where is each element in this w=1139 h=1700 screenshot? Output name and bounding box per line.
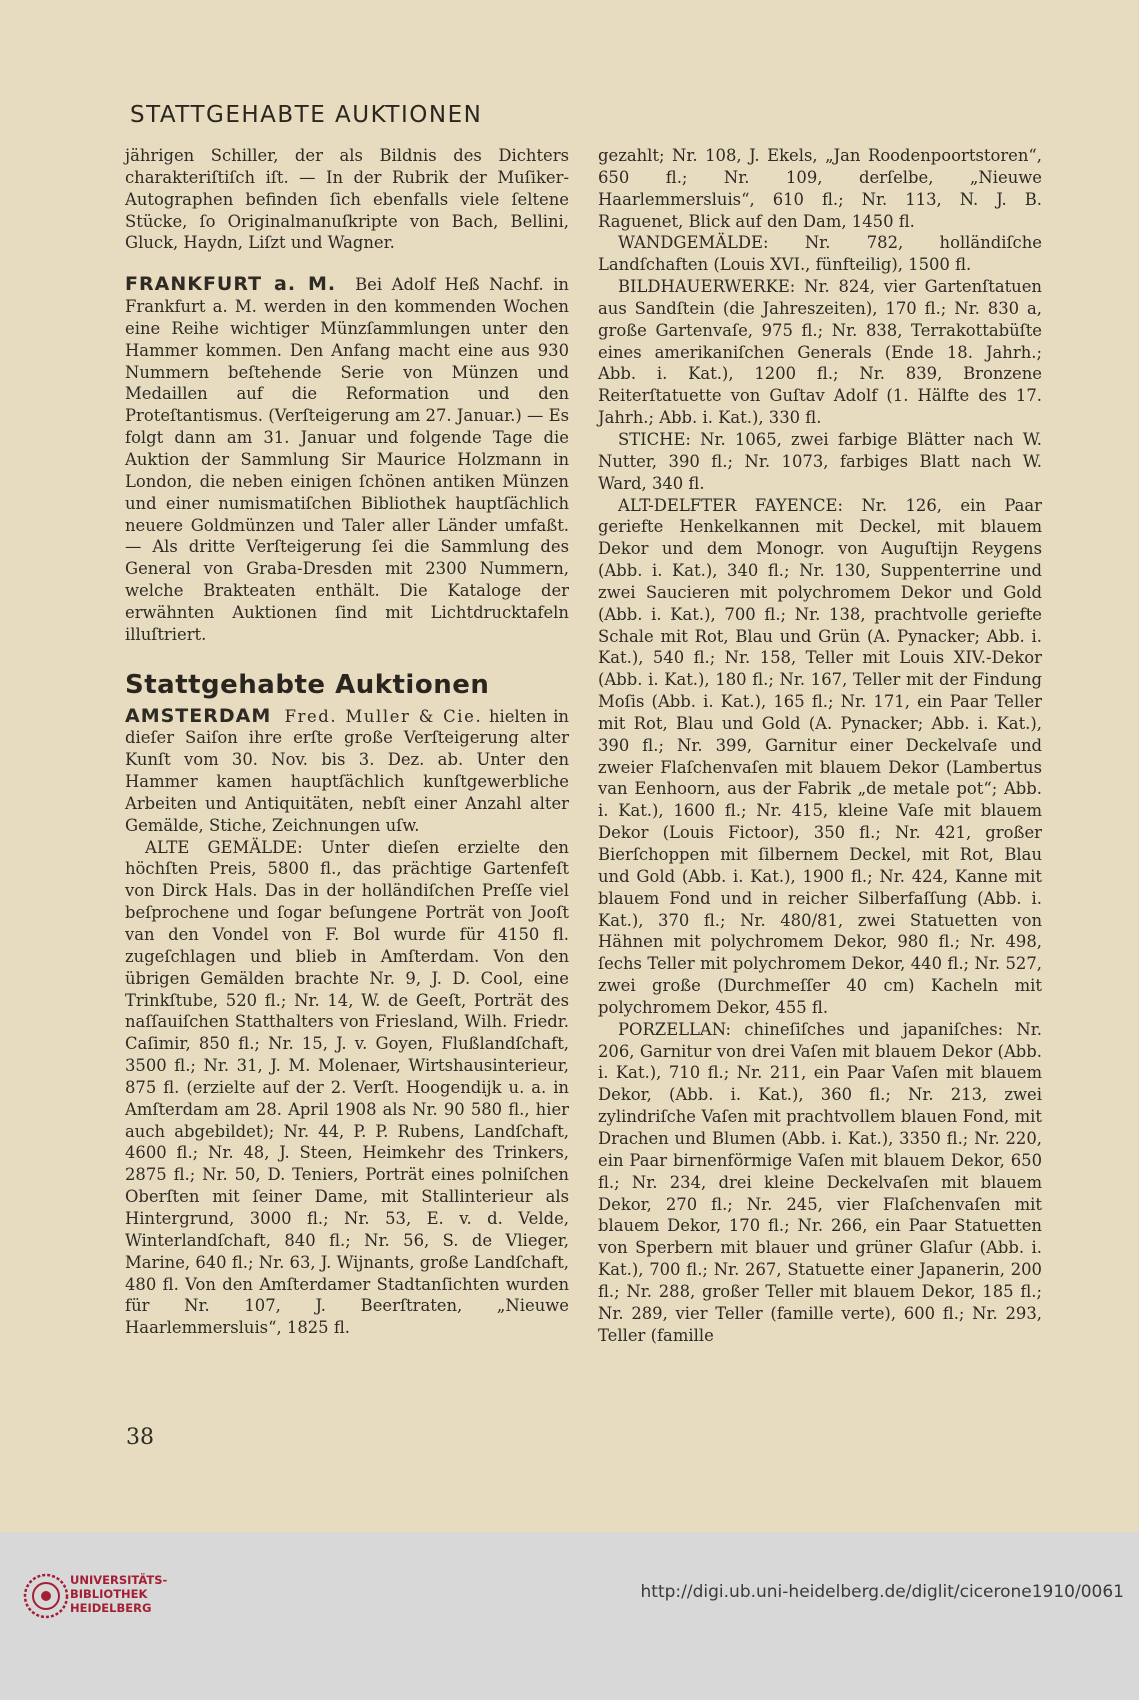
amsterdam-firm: Fred. Muller & Cie. (284, 706, 483, 726)
university-seal-icon (22, 1572, 70, 1620)
right-column (598, 145, 1042, 1346)
frankfurt-heading: FRANKFURT a. M. (125, 273, 337, 296)
library-name-line-3: HEIDELBERG (70, 1601, 152, 1615)
intro-paragraph: jährigen Schiller, der als Bildnis des Dichters charakteriſtiſch iſt. — In der Rubrik der Muſiker-Autographen befinden ſich ebenfalls viele ſeltene Stücke, ſo Originalmanuſkripte von Bach, Bellini, Gluck, Haydn, Liſzt und Wagner. (125, 146, 569, 253)
frankfurt-paragraph (125, 274, 569, 645)
section-title: Stattgehabte Auktionen (125, 669, 490, 700)
gemaelde-paragraph: ALTE GEMÄLDE: Unter dieſen erzielte den höchſten Preis, 5800 fl., das prächtige Gartenfeſt von Dirck Hals. Das in der holländiſchen Preſſe viel beſprochene und ſogar beſungene Porträt von Jooſt van den Vondel von F. Bol wurde für 4150 fl. zugeſchlagen und blieb in Amſterdam. Von den übrigen Gemälden brachte Nr. 9, J. D. Cool, eine Trinkſtube, 520 fl.; Nr. 14, W. de Geeſt, Porträt des naſſauiſchen Statthalters von Friesland, Wilh. Friedr. Caſimir, 850 fl.; Nr. 15, J. v. Goyen, Flußlandſchaft, 3500 fl.; Nr. 31, J. M. Molenaer, Wirtshausinterieur, 875 fl. (erzielte auf der 2. Verſt. Hoogendijk u. a. in Amſterdam am 28. April 1908 als Nr. 90 580 fl., hier auch abgebildet); Nr. 44, P. P. Rubens, Landſchaft, 4600 fl.; Nr. 48, J. Steen, Heimkehr des Trinkers, 2875 fl.; Nr. 50, D. Teniers, Porträt eines polniſchen Oberſten mit ſeiner Dame, mit Stallinterieur als Hintergrund, 3000 fl.; Nr. 53, E. v. d. Velde, Winterlandſchaft, 840 fl.; Nr. 56, S. de Vlieger, Marine, 640 fl.; Nr. 63, J. Wijnants, große Landſchaft, 480 fl. Von den Amſterdamer Stadtanſichten wurden für Nr. 107, J. Beerſtraten, „Nieuwe Haarlemmersluis“, 1825 fl. (125, 837, 569, 1338)
fayence-paragraph: ALT-DELFTER FAYENCE: Nr. 126, ein Paar geriefte Henkelkannen mit Deckel, mit blauem Dekor und dem Monogr. von Auguſtijn Reygens (Abb. i. Kat.), 340 fl.; Nr. 130, Suppenterrine und zwei Saucieren mit polychromem Dekor und Gold (Abb. i. Kat.), 700 fl.; Nr. 138, prachtvolle geriefte Schale mit Rot, Blau und Grün (A. Pynacker; Abb. i. Kat.), 540 fl.; Nr. 158, Teller mit Louis XIV.-Dekor (Abb. i. Kat.), 180 fl.; Nr. 167, Teller mit der Findung Moſis (Abb. i. Kat.), 165 fl.; Nr. 171, ein Paar Teller mit Rot, Blau und Gold (A. Pynacker; Abb. i. Kat.), 390 fl.; Nr. 399, Garnitur einer Deckelvaſe und zweier Flaſchenvaſen mit blauem Dekor (Lambertus van Eenhoorn, aus der Fabrik „de metale pot“; Abb. i. Kat.), 1600 fl.; Nr. 415, kleine Vaſe mit blauem Dekor (Louis Fictoor), 350 fl.; Nr. 421, großer Bierſchoppen mit ſilbernem Deckel, mit Rot, Blau und Gold (Abb. i. Kat.), 1900 fl.; Nr. 424, Kanne mit blauem Fond und in reicher Silberfaſſung (Abb. i. Kat.), 370 fl.; Nr. 480/81, zwei Statuetten von Hähnen mit polychromem Dekor, 980 fl.; Nr. 498, ſechs Teller mit polychromem Dekor, 440 fl.; Nr. 527, zwei große (Durchmeſſer 40 cm) Kacheln mit polychromem Dekor, 455 fl. (598, 495, 1042, 1017)
page-number: 38 (126, 1425, 154, 1450)
wandgemaelde-paragraph: WANDGEMÄLDE: Nr. 782, holländiſche Landſchaften (Louis XVI., fünfteilig), 1500 fl. (598, 233, 1042, 275)
library-footer (0, 1532, 1139, 1700)
porzellan-paragraph: PORZELLAN: chineſiſches und japaniſches: Nr. 206, Garnitur von drei Vaſen mit blauem Dekor (Abb. i. Kat.), 710 fl.; Nr. 211, ein Paar Vaſen mit blauem Dekor, (Abb. i. Kat.), 360 fl.; Nr. 213, zwei zylindriſche Vaſen mit prachtvollem blauen Fond, mit Drachen und Blumen (Abb. i. Kat.), 3350 fl.; Nr. 220, ein Paar birnenförmige Vaſen mit blauem Dekor, 650 fl.; Nr. 234, drei kleine Deckelvaſen mit blauem Dekor, 270 fl.; Nr. 245, vier Flaſchenvaſen mit blauem Dekor, 170 fl.; Nr. 266, ein Paar Statuetten von Sperbern mit blauer und grüner Glaſur (Abb. i. Kat.), 700 fl.; Nr. 267, Statuette einer Japanerin, 200 fl.; Nr. 288, großer Teller mit blauem Dekor, 185 fl.; Nr. 289, vier Teller (famille verte), 600 fl.; Nr. 293, Teller (famille (598, 1019, 1042, 1345)
library-name (70, 1573, 167, 1615)
frankfurt-text: Bei Adolf Heß Nachf. in Frankfurt a. M. werden in den kommenden Wochen eine Reihe wichtiger Münzſammlungen unter den Hammer kommen. Den Anfang macht eine aus 930 Nummern beſtehende Serie von Münzen und Medaillen auf die Reformation und den Proteſtantismus. (Verſteigerung am 27. Januar.) — Es folgt dann am 31. Januar und folgende Tage die Auktion der Sammlung Sir Maurice Holzmann in London, die neben einigen ſchönen antiken Münzen und einer numismatiſchen Bibliothek hauptſächlich neuere Goldmünzen und Taler aller Länder umfaßt. — Als dritte Verſteigerung ſei die Sammlung des General von Graba-Dresden mit 2300 Nummern, welche Brakteaten enthält. Die Kataloge der erwähnten Auktionen ſind mit Lichtdrucktafeln illuſtriert. (125, 275, 569, 644)
running-head: STATTGEHABTE AUKTIONEN (130, 102, 483, 128)
source-url-link[interactable]: http://digi.ub.uni-heidelberg.de/diglit/cicerone1910/0061 (640, 1582, 1124, 1602)
bildhauerwerke-paragraph: BILDHAUERWERKE: Nr. 824, vier Gartenſtatuen aus Sandſtein (die Jahreszeiten), 170 fl.; Nr. 830 a, große Gartenvaſe, 975 fl.; Nr. 838, Terrakottabüſte eines amerikaniſchen Generals (Ende 18. Jahrh.; Abb. i. Kat.), 1200 fl.; Nr. 839, Bronzene Reiterſtatuette von Guſtav Adolf (1. Hälfte des 17. Jahrh.; Abb. i. Kat.), 330 fl. (598, 277, 1042, 428)
left-column (125, 145, 569, 1339)
amsterdam-paragraph (125, 706, 569, 837)
library-name-line-2: BIBLIOTHEK (70, 1587, 148, 1601)
stiche-paragraph: STICHE: Nr. 1065, zwei farbige Blätter nach W. Nutter, 390 fl.; Nr. 1073, farbiges Blatt nach W. Ward, 340 fl. (598, 429, 1042, 493)
amsterdam-heading: AMSTERDAM (125, 704, 272, 727)
amsterdam-text: hielten in dieſer Saiſon ihre erſte große Verſteigerung alter Kunſt vom 30. Nov. bis 3. Dez. ab. Unter den Hammer kamen hauptſächlich kunſtgewerbliche Arbeiten und Antiquitäten, nebſt einer Anzahl alter Gemälde, Stiche, Zeichnungen uſw. (125, 706, 569, 835)
library-name-line-1: UNIVERSITÄTS- (70, 1573, 168, 1587)
right-paragraph-1: gezahlt; Nr. 108, J. Ekels, „Jan Roodenpoortstoren“, 650 fl.; Nr. 109, derſelbe, „Nieuwe Haarlemmersluis“, 610 fl.; Nr. 113, N. J. B. Raguenet, Blick auf den Dam, 1450 fl. (598, 146, 1042, 231)
